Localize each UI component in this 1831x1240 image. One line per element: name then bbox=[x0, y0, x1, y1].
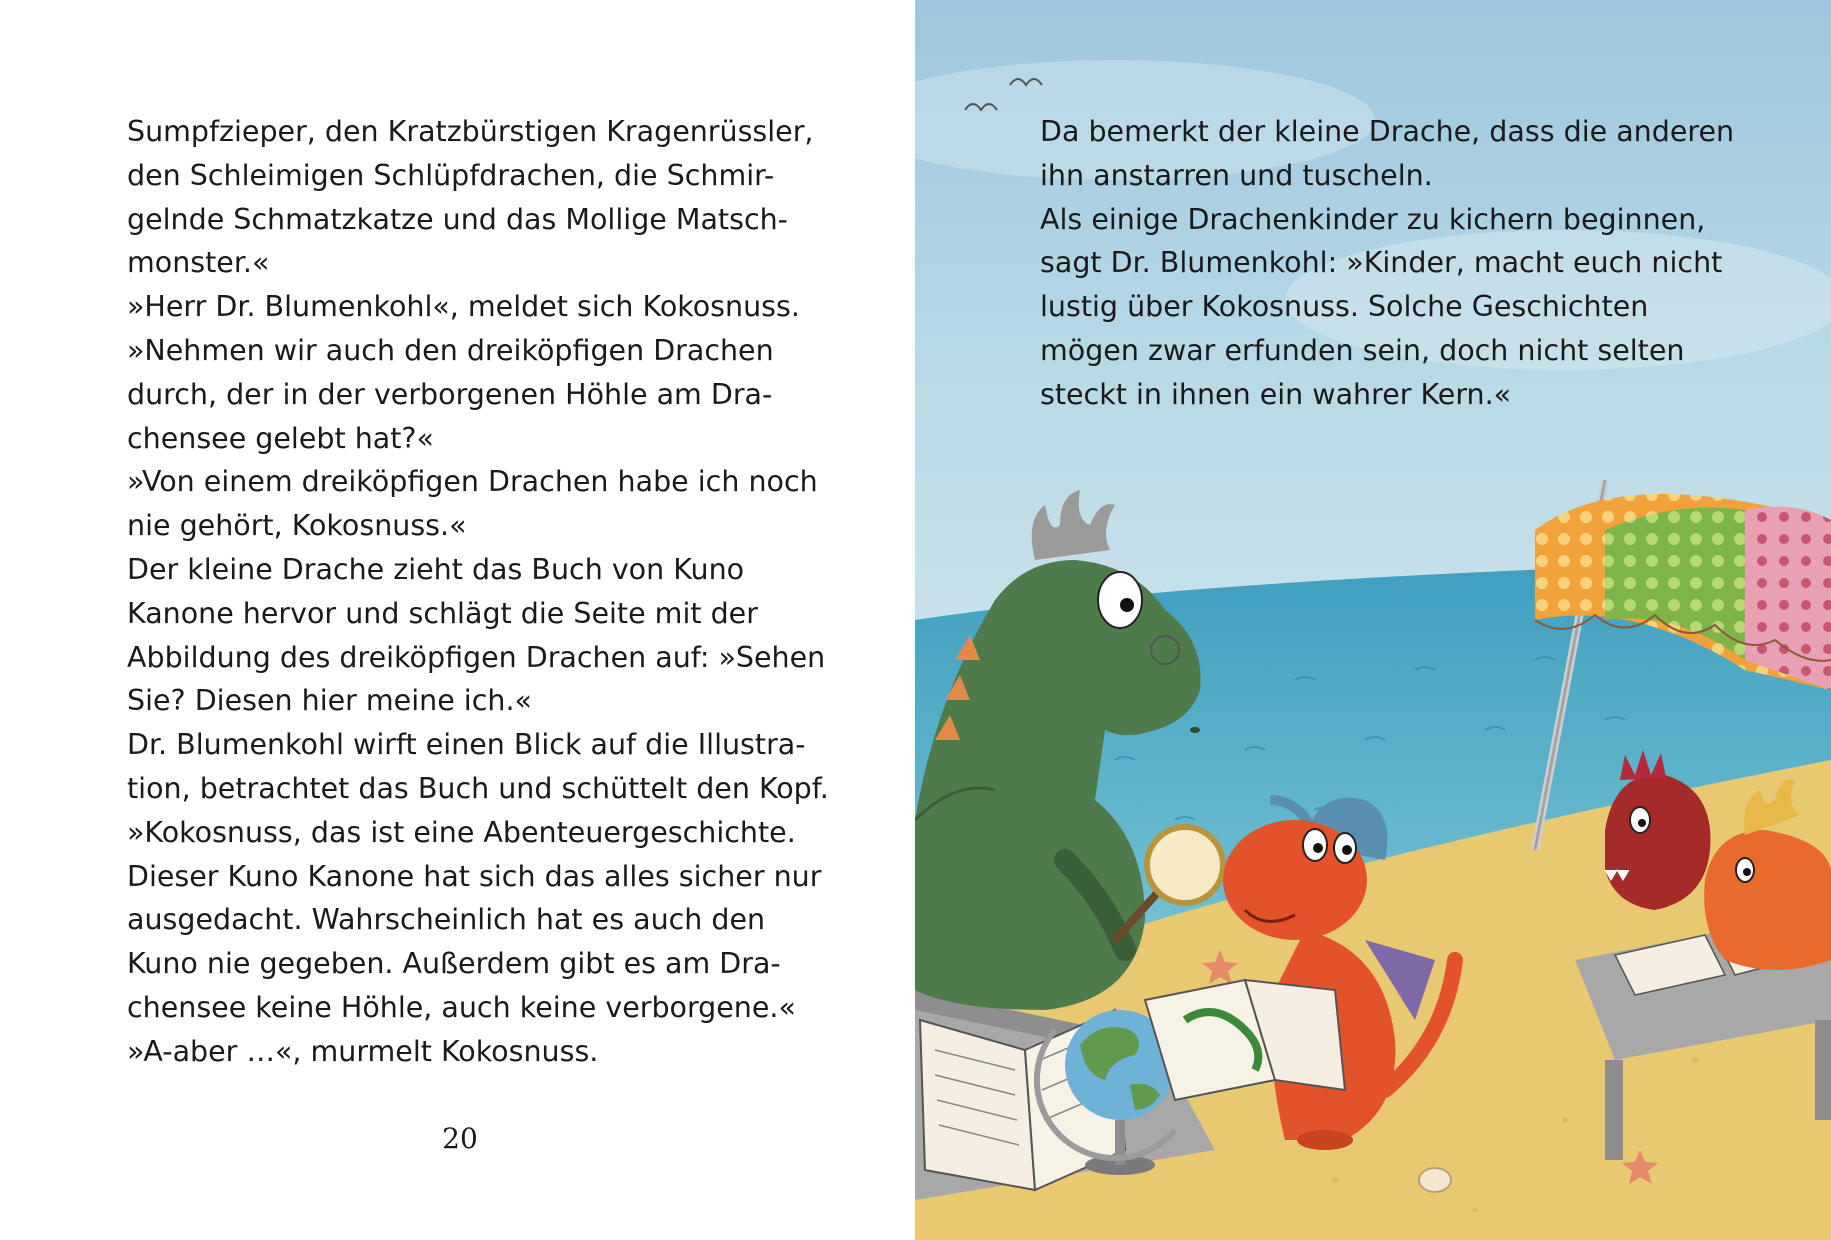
shell-icon bbox=[1419, 1168, 1451, 1192]
text-line: »Nehmen wir auch den dreiköpfigen Drachen bbox=[127, 333, 774, 367]
text-line: Da bemerkt der kleine Drache, dass die anderen bbox=[1040, 115, 1735, 148]
text-line: ihn anstarren und tuscheln. bbox=[1040, 158, 1433, 192]
text-line: sagt Dr. Blumenkohl: »Kinder, macht euch nicht bbox=[1040, 246, 1723, 280]
text-line: Dr. Blumenkohl wirft einen Blick auf die Illustra- bbox=[127, 728, 806, 762]
text-line: »A-aber …«, murmelt Kokosnuss. bbox=[127, 1034, 599, 1068]
right-page-text bbox=[1040, 110, 1800, 417]
text-line: tion, betrachtet das Buch und schüttelt den Kopf. bbox=[127, 771, 829, 805]
text-line: steckt in ihnen ein wahrer Kern.« bbox=[1040, 377, 1512, 411]
text-line: Dieser Kuno Kanone hat sich das alles sicher nur bbox=[127, 859, 822, 893]
left-page-text bbox=[127, 110, 827, 1074]
text-line: Als einige Drachenkinder zu kichern beginnen, bbox=[1040, 202, 1706, 236]
text-line: chensee keine Höhle, auch keine verborgene.« bbox=[127, 990, 796, 1024]
text-line: mögen zwar erfunden sein, doch nicht selten bbox=[1040, 333, 1685, 367]
page-number: 20 bbox=[442, 1122, 478, 1155]
text-line: Kuno nie gegeben. Außerdem gibt es am Dra- bbox=[127, 947, 781, 981]
text-line: den Schleimigen Schlüpfdrachen, die Schmir- bbox=[127, 158, 775, 192]
text-line: Sumpfzieper, den Kratzbürstigen Kragenrüssler, bbox=[127, 115, 814, 148]
left-page bbox=[0, 0, 915, 1240]
text-line: Kanone hervor und schlägt die Seite mit der bbox=[127, 596, 758, 630]
text-line: monster.« bbox=[127, 246, 270, 280]
text-line: durch, der in der verborgenen Höhle am Dra- bbox=[127, 377, 773, 411]
right-page-illustration bbox=[915, 0, 1831, 1240]
text-line: ausgedacht. Wahrscheinlich hat es auch den bbox=[127, 903, 766, 937]
text-line: lustig über Kokosnuss. Solche Geschichten bbox=[1040, 290, 1649, 324]
text-line: Sie? Diesen hier meine ich.« bbox=[127, 684, 532, 718]
text-line: »Kokosnuss, das ist eine Abenteuergeschichte. bbox=[127, 815, 796, 849]
text-line: Der kleine Drache zieht das Buch von Kuno bbox=[127, 552, 745, 586]
text-line: »Herr Dr. Blumenkohl«, meldet sich Kokosnuss. bbox=[127, 290, 800, 324]
text-line: Abbildung des dreiköpfigen Drachen auf: »Sehen bbox=[127, 640, 826, 674]
text-line: gelnde Schmatzkatze und das Mollige Matsch- bbox=[127, 202, 788, 236]
book-icon bbox=[1145, 980, 1345, 1100]
text-line: chensee gelebt hat?« bbox=[127, 421, 434, 455]
text-line: nie gehört, Kokosnuss.« bbox=[127, 509, 467, 543]
text-line: »Von einem dreiköpfigen Drachen habe ich noch bbox=[127, 465, 818, 499]
